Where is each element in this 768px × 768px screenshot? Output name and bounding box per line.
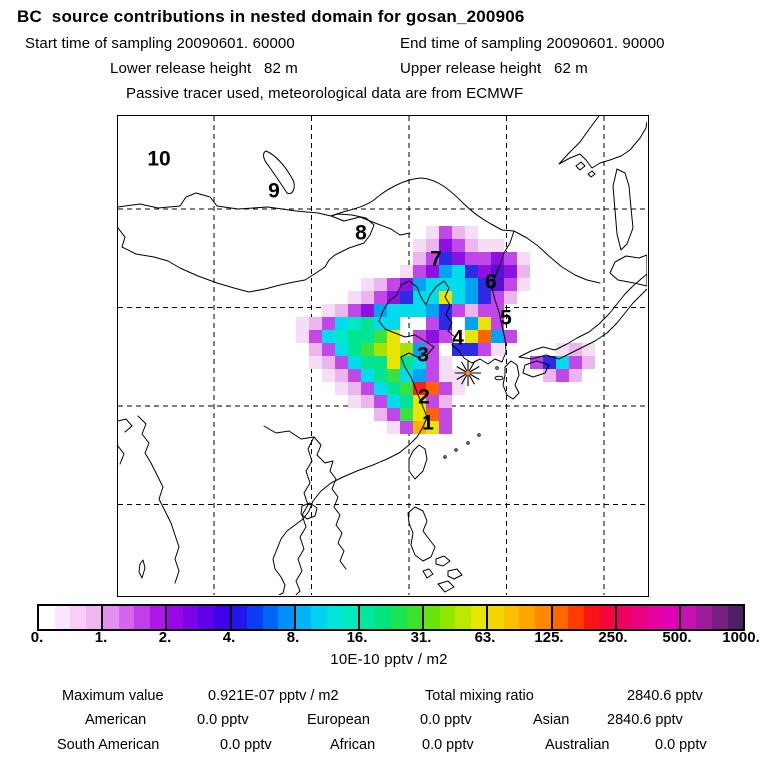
colorbar-tick-label: 16. <box>346 629 368 646</box>
region-number-label: 10 <box>147 147 171 171</box>
plume-cell <box>361 369 374 382</box>
plume-cell <box>335 330 348 343</box>
plume-cell <box>465 252 478 265</box>
colorbar-tick-label: 125. <box>534 629 564 646</box>
plume-cell <box>504 330 517 343</box>
plume-cell <box>452 304 465 317</box>
plume-cell <box>478 343 491 356</box>
colorbar-cell <box>263 606 279 629</box>
colorbar-cell <box>101 606 119 629</box>
plume-cell <box>361 304 374 317</box>
colorbar-cell <box>551 606 569 629</box>
plume-cell <box>413 369 426 382</box>
plume-cell <box>465 226 478 239</box>
plume-cell <box>374 304 387 317</box>
plume-cell <box>374 291 387 304</box>
plume-cell <box>439 395 452 408</box>
plume-cell <box>569 369 582 382</box>
plume-cell <box>439 226 452 239</box>
plume-cell <box>374 356 387 369</box>
plume-cell <box>348 291 361 304</box>
start-time-text: Start time of sampling 20090601. 60000 <box>25 35 295 52</box>
plume-cell <box>387 304 400 317</box>
plume-cell <box>478 330 491 343</box>
plume-cell <box>556 356 569 369</box>
plume-cell <box>400 265 413 278</box>
plume-cell <box>322 330 335 343</box>
plume-cell <box>348 356 361 369</box>
colorbar-cell <box>584 606 600 629</box>
colorbar-tick-label: 250. <box>598 629 628 646</box>
colorbar-cell <box>455 606 471 629</box>
stat-label: Total mixing ratio <box>425 688 534 704</box>
region-number-label: 3 <box>417 343 429 367</box>
stat-value: 2840.6 pptv <box>607 712 683 728</box>
plume-cell <box>426 304 439 317</box>
plume-cell <box>452 252 465 265</box>
colorbar-tick-label: 31. <box>410 629 432 646</box>
region-number-label: 4 <box>452 326 464 350</box>
plume-cell <box>504 252 517 265</box>
colorbar-cell <box>39 606 55 629</box>
plume-cell <box>322 317 335 330</box>
colorbar-cell <box>358 606 376 629</box>
plume-cell <box>556 369 569 382</box>
plume-cell <box>348 304 361 317</box>
plume-cell <box>426 278 439 291</box>
plume-cell <box>374 330 387 343</box>
colorbar-cell <box>165 606 183 629</box>
plume-cell <box>465 304 478 317</box>
plume-cell <box>296 330 309 343</box>
colorbar-cell <box>311 606 327 629</box>
plume-cell <box>387 408 400 421</box>
plume-cell <box>569 356 582 369</box>
plume-cell <box>400 369 413 382</box>
east-asia-map <box>118 116 647 595</box>
stat-value: 0.0 pptv <box>197 712 249 728</box>
plume-cell <box>439 369 452 382</box>
colorbar-tick-label: 0. <box>30 629 44 646</box>
plume-cell <box>374 278 387 291</box>
end-time-text: End time of sampling 20090601. 90000 <box>400 35 665 52</box>
plume-cell <box>465 317 478 330</box>
stat-label: African <box>330 737 376 753</box>
plume-cell <box>413 278 426 291</box>
colorbar-tick-label: 63. <box>474 629 496 646</box>
plume-cell <box>465 265 478 278</box>
plume-cell <box>543 369 556 382</box>
plume-cell <box>452 278 465 291</box>
plume-cell <box>426 369 439 382</box>
colorbar-cell <box>230 606 248 629</box>
plume-cell <box>491 343 504 356</box>
plume-cell <box>465 330 478 343</box>
plume-cell <box>478 304 491 317</box>
plume-cell <box>491 330 504 343</box>
plume-cell <box>335 382 348 395</box>
colorbar-cell <box>599 606 615 629</box>
plume-cell <box>426 226 439 239</box>
plume-cell <box>465 239 478 252</box>
region-number-label: 1 <box>422 411 434 435</box>
plume-cell <box>348 330 361 343</box>
plume-cell <box>465 278 478 291</box>
plume-cell <box>361 330 374 343</box>
plume-cell <box>452 265 465 278</box>
region-number-label: 8 <box>355 221 367 245</box>
plume-cell <box>387 317 400 330</box>
colorbar-cell <box>486 606 504 629</box>
plume-cell <box>452 226 465 239</box>
plume-cell <box>335 369 348 382</box>
colorbar-cell <box>615 606 633 629</box>
plume-cell <box>361 291 374 304</box>
colorbar-cell <box>440 606 456 629</box>
plume-cell <box>361 343 374 356</box>
plume-cell <box>400 382 413 395</box>
plume-cell <box>322 369 335 382</box>
plume-cell <box>374 369 387 382</box>
plume-cell <box>517 278 530 291</box>
colorbar-tick-label: 2. <box>158 629 172 646</box>
plume-cell <box>348 382 361 395</box>
stat-label: American <box>85 712 147 728</box>
plume-cell <box>348 343 361 356</box>
colorbar-cell <box>134 606 150 629</box>
plume-cell <box>439 330 452 343</box>
colorbar-cell <box>504 606 520 629</box>
plume-cell <box>348 395 361 408</box>
plume-cell <box>413 304 426 317</box>
figure-title: BC source contributions in nested domain for gosan_200906 <box>17 7 525 26</box>
plume-cell <box>374 408 387 421</box>
colorbar-cell <box>278 606 294 629</box>
plume-cell <box>309 356 322 369</box>
plume-cell <box>439 356 452 369</box>
plume-cell <box>400 356 413 369</box>
plume-cell <box>452 239 465 252</box>
stat-label: Maximum value <box>62 688 164 704</box>
map-panel <box>117 115 649 597</box>
colorbar-tick-label: 4. <box>222 629 236 646</box>
plume-cell <box>439 278 452 291</box>
plume-cell <box>426 291 439 304</box>
plume-cell <box>452 382 465 395</box>
plume-cell <box>387 356 400 369</box>
plume-cell <box>400 408 413 421</box>
colorbar-tick-label: 1. <box>94 629 108 646</box>
region-number-label: 5 <box>500 306 512 330</box>
colorbar-tick-label: 1000. <box>722 629 760 646</box>
colorbar-cell <box>407 606 423 629</box>
stat-label: South American <box>57 737 160 753</box>
stat-label: Asian <box>533 712 570 728</box>
colorbar-cell <box>55 606 71 629</box>
plume-cell <box>309 343 322 356</box>
plume-cell <box>387 421 400 434</box>
region-number-label: 9 <box>268 179 280 203</box>
colorbar-tick-label: 500. <box>662 629 692 646</box>
colorbar <box>37 604 745 631</box>
star-center <box>466 371 471 376</box>
colorbar-cell <box>696 606 712 629</box>
plume-cell <box>465 291 478 304</box>
plume-cell <box>309 317 322 330</box>
colorbar-cell <box>663 606 679 629</box>
upper-release-text: Upper release height 62 m <box>400 60 588 77</box>
plume-cell <box>374 382 387 395</box>
plume-cell <box>478 252 491 265</box>
tracer-info-text: Passive tracer used, meteorological data are from ECMWF <box>126 85 524 102</box>
plume-cell <box>413 252 426 265</box>
plume-cell <box>504 265 517 278</box>
plume-cell <box>296 317 309 330</box>
plume-cell <box>335 343 348 356</box>
plume-cell <box>335 356 348 369</box>
colorbar-cell <box>247 606 263 629</box>
colorbar-cell <box>119 606 135 629</box>
plume-cell <box>517 265 530 278</box>
plume-cell <box>504 278 517 291</box>
plume-cell <box>361 395 374 408</box>
stat-value: 0.921E-07 pptv / m2 <box>208 688 339 704</box>
colorbar-cell <box>214 606 230 629</box>
colorbar-cell <box>632 606 648 629</box>
plume-cell <box>413 265 426 278</box>
plume-cell <box>322 356 335 369</box>
plume-cell <box>387 382 400 395</box>
colorbar-cell <box>183 606 199 629</box>
plume-cell <box>439 408 452 421</box>
colorbar-units-label: 10E-10 pptv / m2 <box>330 651 448 668</box>
stat-value: 0.0 pptv <box>422 737 474 753</box>
colorbar-tick-label: 8. <box>286 629 300 646</box>
lower-release-text: Lower release height 82 m <box>110 60 298 77</box>
colorbar-cell <box>519 606 535 629</box>
plume-cell <box>348 369 361 382</box>
plume-cell <box>556 343 569 356</box>
plume-cell <box>387 278 400 291</box>
colorbar-cell <box>342 606 358 629</box>
region-number-label: 7 <box>430 247 442 271</box>
plume-cell <box>322 343 335 356</box>
region-number-label: 2 <box>418 385 430 409</box>
colorbar-cell <box>327 606 343 629</box>
plume-cell <box>582 356 595 369</box>
plume-cell <box>491 239 504 252</box>
plume-cell <box>335 317 348 330</box>
plume-cell <box>322 304 335 317</box>
colorbar-cell <box>70 606 86 629</box>
plume-cell <box>335 304 348 317</box>
plume-cell <box>465 343 478 356</box>
plume-cell <box>361 356 374 369</box>
plume-cell <box>348 317 361 330</box>
plume-cell <box>361 382 374 395</box>
plume-cell <box>387 343 400 356</box>
plume-cell <box>374 395 387 408</box>
plume-cell <box>504 291 517 304</box>
plume-cell <box>400 304 413 317</box>
colorbar-cell <box>535 606 551 629</box>
plume-cell <box>374 343 387 356</box>
stat-value: 0.0 pptv <box>420 712 472 728</box>
plume-cell <box>452 291 465 304</box>
plume-cell <box>439 382 452 395</box>
colorbar-cell <box>422 606 440 629</box>
stat-label: European <box>307 712 370 728</box>
colorbar-cell <box>471 606 487 629</box>
plume-cell <box>400 421 413 434</box>
plume-cell <box>400 291 413 304</box>
colorbar-cell <box>648 606 664 629</box>
plume-cell <box>426 330 439 343</box>
colorbar-cell <box>198 606 214 629</box>
plume-cell <box>569 343 582 356</box>
plume-cell <box>426 317 439 330</box>
plume-cell <box>439 421 452 434</box>
plume-cell <box>413 330 426 343</box>
plume-cell <box>517 252 530 265</box>
plume-cell <box>439 317 452 330</box>
plume-cell <box>387 395 400 408</box>
plume-cell <box>309 330 322 343</box>
plume-cell <box>582 343 595 356</box>
stat-value: 0.0 pptv <box>655 737 707 753</box>
stat-value: 2840.6 pptv <box>627 688 703 704</box>
colorbar-cell <box>150 606 166 629</box>
plume-cell <box>361 278 374 291</box>
plume-cell <box>361 317 374 330</box>
plume-cell <box>387 369 400 382</box>
stat-value: 0.0 pptv <box>220 737 272 753</box>
colorbar-cell <box>294 606 312 629</box>
plume-cell <box>478 317 491 330</box>
plume-cell <box>400 395 413 408</box>
region-number-label: 6 <box>485 270 497 294</box>
colorbar-cell <box>86 606 102 629</box>
colorbar-cell <box>679 606 697 629</box>
colorbar-cell <box>712 606 728 629</box>
colorbar-cell <box>728 606 744 629</box>
plume-cell <box>413 239 426 252</box>
colorbar-cell <box>391 606 407 629</box>
plume-cell <box>478 239 491 252</box>
stat-label: Australian <box>545 737 610 753</box>
colorbar-cell <box>568 606 584 629</box>
colorbar-cell <box>375 606 391 629</box>
